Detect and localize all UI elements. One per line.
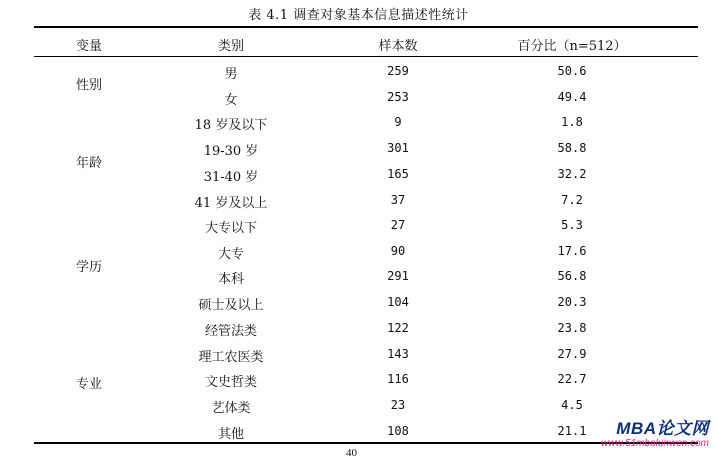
count-cell: 9 [394,115,402,129]
count-cell: 253 [387,90,409,104]
count-cell: 291 [387,269,409,283]
site-watermark [601,420,709,449]
percent-cell: 32.2 [557,167,587,181]
count-cell: 90 [390,244,406,258]
header-variable: 变量 [75,39,103,54]
category-cell: 19-30 岁 [203,144,259,159]
count-cell: 27 [390,218,406,232]
count-cell: 165 [387,167,409,181]
category-cell: 文史哲类 [204,375,258,390]
percent-cell: 1.8 [561,115,583,129]
category-cell: 男 [224,67,238,82]
count-cell: 143 [387,347,409,361]
percent-cell: 49.4 [557,90,587,104]
category-cell: 41 岁及以上 [194,196,268,211]
header-count: 样本数 [378,39,418,54]
percent-cell: 56.8 [557,269,587,283]
count-cell: 108 [387,424,409,438]
category-cell: 大专 [217,247,245,262]
category-cell: 其他 [217,427,245,442]
percent-cell: 27.9 [557,347,587,361]
header-divider-rule [34,56,698,57]
count-cell: 259 [387,64,409,78]
watermark-url: www.51mbalunwen.com [601,438,709,449]
category-cell: 艺体类 [211,401,251,416]
category-cell: 18 岁及以下 [194,118,268,133]
percent-cell: 7.2 [561,193,583,207]
percent-cell: 21.1 [557,424,587,438]
table-caption: 表 4.1 调查对象基本信息描述性统计 [248,8,469,23]
page-number: 40 [346,447,357,459]
category-cell: 理工农医类 [198,350,264,365]
percent-cell: 50.6 [557,64,587,78]
category-cell: 31-40 岁 [203,170,259,185]
category-cell: 经管法类 [204,324,258,339]
group-label-major: 专业 [75,377,103,392]
group-label-age: 年龄 [75,156,103,171]
header-category: 类别 [217,39,245,54]
count-cell: 104 [387,295,409,309]
table-bottom-rule [34,442,698,444]
percent-cell: 4.5 [561,398,583,412]
percent-cell: 22.7 [557,372,587,386]
category-cell: 硕士及以上 [198,298,264,313]
count-cell: 37 [390,193,406,207]
group-label-education: 学历 [75,260,103,275]
group-label-gender: 性别 [75,78,103,93]
count-cell: 116 [387,372,409,386]
percent-cell: 23.8 [557,321,587,335]
percent-cell: 20.3 [557,295,587,309]
percent-cell: 17.6 [557,244,587,258]
percent-cell: 58.8 [557,141,587,155]
category-cell: 大专以下 [204,221,258,236]
count-cell: 23 [390,398,406,412]
count-cell: 122 [387,321,409,335]
category-cell: 女 [224,93,238,108]
header-percent: 百分比（n=512） [517,39,627,54]
table-top-rule [34,26,698,28]
category-cell: 本科 [217,272,245,287]
watermark-logo-text: MBA论文网 [616,419,709,438]
count-cell: 301 [387,141,409,155]
percent-cell: 5.3 [561,218,583,232]
